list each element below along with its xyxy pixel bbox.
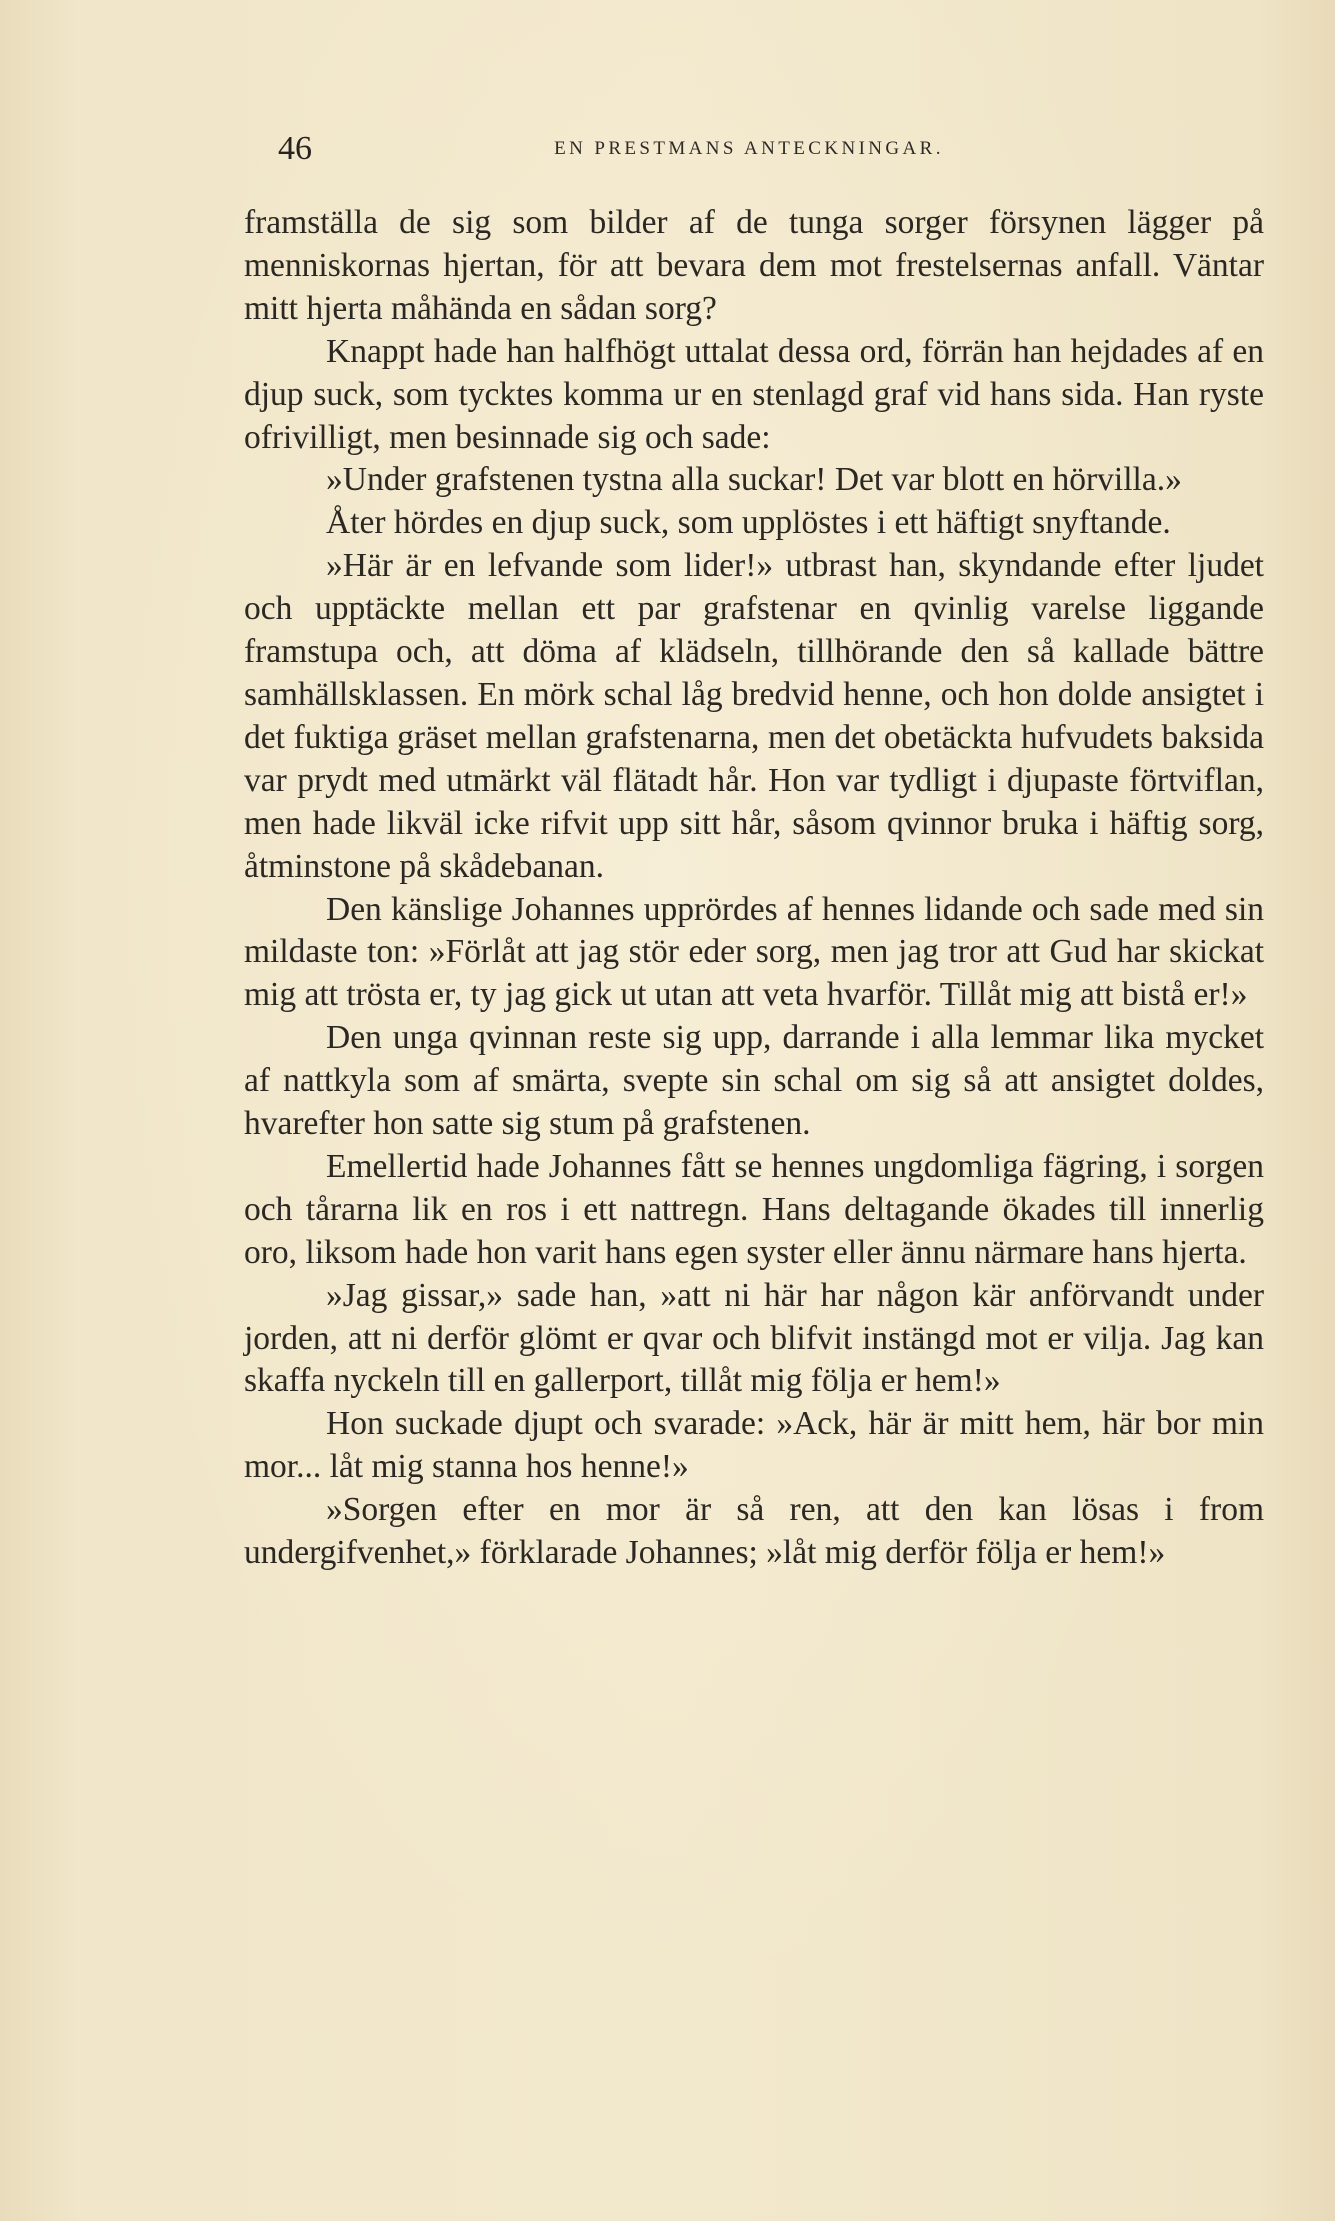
body-text xyxy=(244,202,1264,1575)
page-number: 46 xyxy=(278,130,312,167)
paragraph: »Under grafstenen tystna alla suckar! Det var blott en hörvilla.» xyxy=(326,461,1182,499)
paragraph: Den unga qvinnan reste sig upp, darrande i alla lemmar lika mycket af nattkyla som af smärta, svepte sin schal om sig så att ansigtet doldes, hvarefter hon satte sig stum på grafstenen. xyxy=(244,1019,1264,1143)
paragraph: »Sorgen efter en mor är så ren, att den kan lösas i from undergifvenhet,» förklarade Johannes; »låt mig derför följa er hem!» xyxy=(244,1491,1264,1572)
paragraph: Emellertid hade Johannes fått se hennes ungdomliga fägring, i sorgen och tårarna lik en ros i ett nattregn. Hans deltagande ökades till innerlig oro, liksom hade hon varit hans egen syster eller ännu närmare hans hjerta. xyxy=(244,1147,1264,1271)
paragraph: »Här är en lefvande som lider!» utbrast han, skyndande efter ljudet och upptäckte mellan ett par grafstenar en qvinlig varelse liggande framstupa och, att döma af klädseln, tillhörande den så kallade bättre samhällsklassen. En mörk schal låg bredvid henne, och hon dolde ansigtet i det fuktiga gräset mellan grafstenarna, men det obetäckta hufvudets baksida var prydt med utmärkt väl flätadt hår. Hon var tydligt i djupaste förtviflan, men hade likväl icke rifvit upp sitt hår, såsom qvinnor bruka i häftig sorg, åtminstone på skådebanan. xyxy=(244,547,1264,885)
paragraph: Åter hördes en djup suck, som upplöstes i ett häftigt snyftande. xyxy=(326,504,1171,542)
page-header xyxy=(244,126,1254,172)
paragraph: Knappt hade han halfhögt uttalat dessa ord, förrän han hejdades af en djup suck, som tycktes komma ur en stenlagd graf vid hans sida. Han ryste ofrivilligt, men besinnade sig och sade: xyxy=(244,332,1264,456)
running-head: EN PRESTMANS ANTECKNINGAR. xyxy=(554,138,944,159)
paragraph: framställa de sig som bilder af de tunga sorger försynen lägger på menniskornas hjertan, för att bevara dem mot frestelsernas anfall. Väntar mitt hjerta måhända en sådan sorg? xyxy=(244,204,1264,327)
paragraph: Hon suckade djupt och svarade: »Ack, här är mitt hem, här bor min mor... låt mig stanna hos henne!» xyxy=(244,1405,1264,1486)
paragraph: Den känslige Johannes upprördes af hennes lidande och sade med sin mildaste ton: »Förlåt att jag stör eder sorg, men jag tror att Gud har skickat mig att trösta er, ty jag gick ut utan att veta hvarför. Tillåt mig att bistå er!» xyxy=(244,890,1264,1014)
paragraph: »Jag gissar,» sade han, »att ni här har någon kär anförvandt under jorden, att ni derför glömt er qvar och blifvit instängd mot er vilja. Jag kan skaffa nyckeln till en gallerport, tillåt mig följa er hem!» xyxy=(244,1276,1264,1400)
